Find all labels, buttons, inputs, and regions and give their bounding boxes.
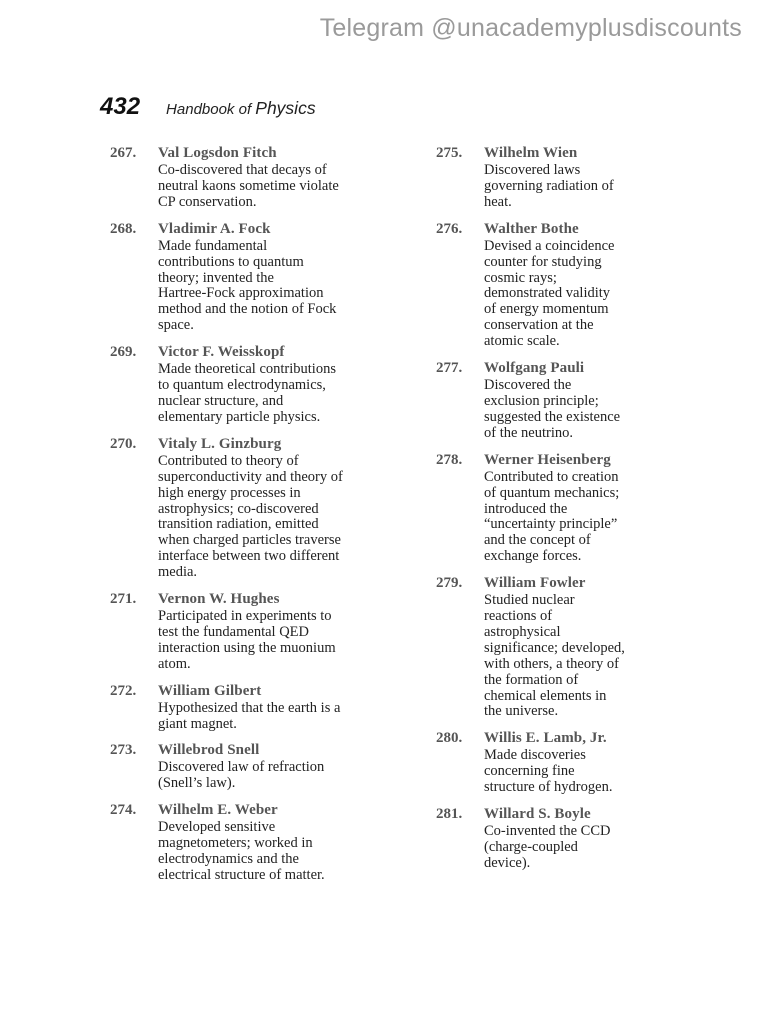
entry-body: [484, 360, 681, 442]
entry-number: 276.: [436, 220, 463, 237]
entry-number: 274.: [110, 802, 137, 819]
entry-number: 277.: [436, 360, 463, 377]
entry-270: [110, 436, 420, 581]
physicist-name: Vitaly L. Ginzburg: [158, 435, 282, 452]
entry-269: [110, 344, 420, 426]
physicist-name: Werner Heisenberg: [484, 451, 611, 468]
entry-body: [484, 730, 681, 796]
entry-number: 275.: [436, 145, 463, 161]
entry-description: Made discoveries concerning fine structure of hydrogen.: [484, 747, 613, 796]
entry-number: 272.: [110, 682, 137, 699]
entry-number: 271.: [110, 591, 137, 608]
entry-body: [158, 145, 420, 211]
entry-number: 279.: [436, 575, 463, 592]
entry-body: [484, 221, 681, 350]
entry-number: 281.: [436, 806, 463, 823]
entry-body: [158, 683, 420, 733]
entry-271: [110, 591, 420, 673]
book-title: [166, 98, 316, 119]
entry-description: Made theoretical contributions to quantum electrodynamics, nuclear structure, and elementary particle physics.: [158, 361, 336, 425]
entry-description: Co-invented the CCD (charge-coupled device).: [484, 823, 611, 871]
physicist-name: Wilhelm E. Weber: [158, 802, 278, 819]
physicist-name: Vladimir A. Fock: [158, 220, 271, 237]
entry-body: [158, 802, 420, 884]
page-header: [100, 93, 316, 121]
physicist-name: Willard S. Boyle: [484, 806, 591, 823]
entry-description: Devised a coincidence counter for studying cosmic rays; demonstrated validity of energy momentum conservation at the atomic scale.: [484, 237, 615, 350]
physicist-name: Val Logsdon Fitch: [158, 145, 277, 161]
entry-body: [158, 221, 420, 334]
entry-body: [158, 344, 420, 426]
entry-278: [436, 452, 681, 565]
telegram-watermark: Telegram @unacademyplusdiscounts: [319, 14, 742, 42]
entry-description: Discovered laws governing radiation of heat.: [484, 162, 614, 210]
entry-number: 268.: [110, 220, 137, 237]
entry-body: [158, 436, 420, 581]
physicist-name: Wilhelm Wien: [484, 145, 578, 161]
entry-description: Discovered the exclusion principle; suggested the existence of the neutrino.: [484, 377, 621, 441]
entry-number: 278.: [436, 451, 463, 468]
entry-number: 280.: [436, 730, 463, 747]
entry-number: 269.: [110, 344, 137, 361]
entry-number: 267.: [110, 145, 137, 161]
entry-275: [436, 145, 681, 211]
left-column: [110, 145, 420, 894]
entry-280: [436, 730, 681, 796]
entry-274: [110, 802, 420, 884]
physicist-name: Willebrod Snell: [158, 742, 260, 759]
book-title-subject: Physics: [255, 98, 316, 118]
physicist-name: Walther Bothe: [484, 220, 579, 237]
entry-description: Discovered law of refraction (Snell’s law).: [158, 759, 325, 792]
physicist-name: Vernon W. Hughes: [158, 591, 280, 608]
entry-body: [158, 742, 420, 792]
entry-description: Participated in experiments to test the fundamental QED interaction using the muonium atom.: [158, 608, 336, 672]
entry-276: [436, 221, 681, 350]
entry-body: [484, 806, 681, 872]
entry-description: Contributed to theory of superconductivity and theory of high energy processes in astrophysics; co-discovered transition radiation, emitted when charged particles traverse interface between two different media.: [158, 452, 343, 581]
entry-272: [110, 683, 420, 733]
entry-267: [110, 145, 420, 211]
entry-body: [484, 145, 681, 211]
entry-268: [110, 221, 420, 334]
entry-273: [110, 742, 420, 792]
entry-description: Studied nuclear reactions of astrophysical significance; developed, with others, a theory of the formation of chemical elements in the universe.: [484, 592, 625, 720]
physicist-name: Willis E. Lamb, Jr.: [484, 730, 607, 747]
physicist-name: Victor F. Weisskopf: [158, 344, 285, 361]
book-title-prefix: Handbook of: [166, 101, 256, 118]
right-column: [436, 145, 681, 882]
entry-description: Hypothesized that the earth is a giant magnet.: [158, 699, 341, 732]
page-number: 432: [100, 93, 141, 120]
entry-description: Co-discovered that decays of neutral kaons sometime violate CP conservation.: [158, 162, 339, 210]
physicist-name: Wolfgang Pauli: [484, 360, 585, 377]
entry-description: Contributed to creation of quantum mechanics; introduced the “uncertainty principle” and the concept of exchange forces.: [484, 468, 620, 565]
entry-281: [436, 806, 681, 872]
entry-number: 270.: [110, 435, 137, 452]
entry-279: [436, 575, 681, 720]
entry-277: [436, 360, 681, 442]
entry-body: [158, 591, 420, 673]
entry-number: 273.: [110, 742, 137, 759]
physicist-name: William Fowler: [484, 575, 586, 592]
entry-description: Developed sensitive magnetometers; worked in electrodynamics and the electrical structure of matter.: [158, 819, 325, 883]
physicist-name: William Gilbert: [158, 682, 262, 699]
entry-body: [484, 575, 681, 720]
entry-body: [484, 452, 681, 565]
entry-description: Made fundamental contributions to quantum theory; invented the Hartree-Fock approximation method and the notion of Fock space.: [158, 237, 337, 334]
